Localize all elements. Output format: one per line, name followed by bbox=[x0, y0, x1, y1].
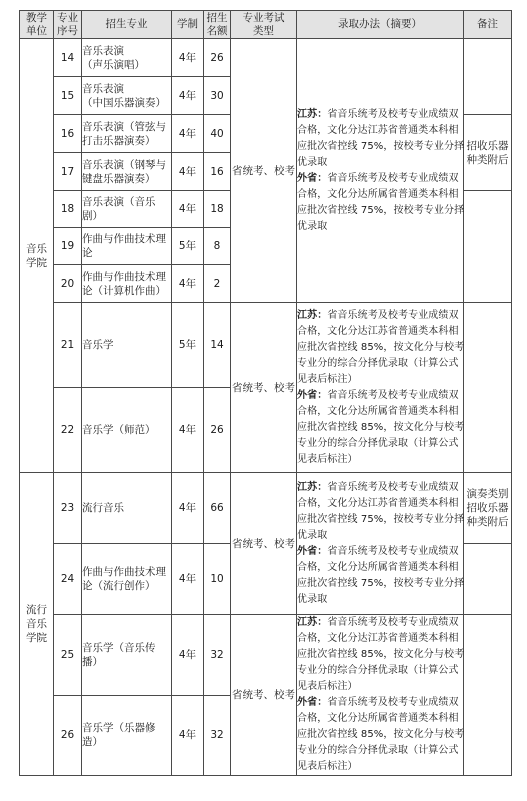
years-cell: 4年 bbox=[172, 473, 204, 544]
quota-cell: 32 bbox=[204, 695, 231, 776]
quota-cell: 32 bbox=[204, 615, 231, 696]
years-cell: 4年 bbox=[172, 77, 204, 115]
method-line: 合格，文化分达所属省普通类本科相 bbox=[297, 561, 459, 573]
method-b bbox=[297, 303, 464, 473]
header-quota: 招生 名额 bbox=[204, 11, 231, 39]
method-line: 见表后标注） bbox=[297, 761, 358, 772]
seq-cell: 23 bbox=[54, 473, 82, 544]
quota-cell: 8 bbox=[204, 228, 231, 265]
header-row bbox=[20, 11, 512, 39]
method-line: 应批次省控线 85%，按文化分与校考 bbox=[297, 649, 465, 660]
method-line: 外省：省音乐统考及校考专业成绩双 bbox=[297, 545, 459, 557]
method-c bbox=[297, 473, 464, 615]
quota-cell: 30 bbox=[204, 77, 231, 115]
major-cell: 音乐学 bbox=[82, 303, 172, 388]
years-cell: 4年 bbox=[172, 39, 204, 77]
years-cell: 4年 bbox=[172, 388, 204, 473]
method-line: 见表后标注） bbox=[297, 453, 358, 465]
major-cell: 音乐表演（音乐剧） bbox=[82, 191, 172, 228]
method-line: 专业分的综合分择优录取（计算公式 bbox=[297, 745, 459, 756]
method-line: 专业分的综合分择优录取（计算公式 bbox=[297, 437, 459, 449]
admission-table bbox=[19, 10, 512, 776]
header-years: 学制 bbox=[172, 11, 204, 39]
seq-cell: 24 bbox=[54, 544, 82, 615]
method-line: 外省：省音乐统考及校考专业成绩双 bbox=[297, 697, 459, 708]
note-empty bbox=[464, 544, 512, 615]
method-line: 专业分的综合分择优录取（计算公式 bbox=[297, 665, 459, 676]
note-performance: 演奏类别 招收乐器 种类附后 bbox=[464, 473, 512, 544]
note-empty bbox=[464, 191, 512, 303]
method-line: 外省：省音乐统考及校考专业成绩双 bbox=[297, 389, 459, 401]
method-line: 合格，文化分达所属省普通类本科相 bbox=[297, 405, 459, 417]
major-cell: 音乐学（师范） bbox=[82, 388, 172, 473]
exam-type-cell: 省统考、校考 bbox=[231, 473, 297, 615]
major-cell: 音乐表演 （中国乐器演奏） bbox=[82, 77, 172, 115]
method-line: 见表后标注） bbox=[297, 373, 358, 385]
major-cell: 音乐表演（钢琴与 键盘乐器演奏） bbox=[82, 153, 172, 191]
method-line: 见表后标注） bbox=[297, 681, 358, 692]
unit-music: 音乐 学院 bbox=[20, 39, 54, 473]
header-method: 录取办法（摘要） bbox=[297, 11, 464, 39]
note-empty bbox=[464, 615, 512, 776]
years-cell: 5年 bbox=[172, 303, 204, 388]
method-line: 优录取 bbox=[297, 156, 328, 168]
seq-cell: 25 bbox=[54, 615, 82, 696]
table-row bbox=[20, 303, 512, 388]
method-line: 优录取 bbox=[297, 220, 328, 232]
years-cell: 4年 bbox=[172, 191, 204, 228]
method-line: 应批次省控线 75%，按校考专业分择 bbox=[297, 204, 465, 216]
method-line: 专业分的综合分择优录取（计算公式 bbox=[297, 357, 459, 369]
major-cell: 音乐学（乐器修造） bbox=[82, 695, 172, 776]
years-cell: 4年 bbox=[172, 695, 204, 776]
years-cell: 4年 bbox=[172, 115, 204, 153]
quota-cell: 40 bbox=[204, 115, 231, 153]
quota-cell: 26 bbox=[204, 388, 231, 473]
method-line: 江苏：省音乐统考及校考专业成绩双 bbox=[297, 481, 459, 493]
method-line: 应批次省控线 85%，按文化分与校考 bbox=[297, 421, 465, 433]
note-empty bbox=[464, 303, 512, 473]
quota-cell: 10 bbox=[204, 544, 231, 615]
seq-cell: 22 bbox=[54, 388, 82, 473]
method-line: 合格，文化分达所属省普通类本科相 bbox=[297, 713, 459, 724]
method-line: 江苏：省音乐统考及校考专业成绩双 bbox=[297, 617, 459, 628]
quota-cell: 14 bbox=[204, 303, 231, 388]
major-cell: 作曲与作曲技术理 论 bbox=[82, 228, 172, 265]
seq-cell: 14 bbox=[54, 39, 82, 77]
method-line: 应批次省控线 85%，按文化分与校考 bbox=[297, 341, 465, 353]
method-line: 合格，文化分达江苏省普通类本科相 bbox=[297, 497, 459, 509]
seq-cell: 26 bbox=[54, 695, 82, 776]
years-cell: 4年 bbox=[172, 153, 204, 191]
major-cell: 音乐表演（管弦与 打击乐器演奏） bbox=[82, 115, 172, 153]
method-line: 江苏：省音乐统考及校考专业成绩双 bbox=[297, 108, 459, 120]
quota-cell: 16 bbox=[204, 153, 231, 191]
header-unit: 教学 单位 bbox=[20, 11, 54, 39]
header-exam-type: 专业考试 类型 bbox=[231, 11, 297, 39]
major-cell: 作曲与作曲技术理 论（流行创作） bbox=[82, 544, 172, 615]
method-line: 合格，文化分达江苏省普通类本科相 bbox=[297, 633, 459, 644]
major-cell: 作曲与作曲技术理 论（计算机作曲） bbox=[82, 265, 172, 303]
method-d bbox=[297, 615, 464, 776]
method-line: 外省：省音乐统考及校考专业成绩双 bbox=[297, 172, 459, 184]
unit-pop: 流行 音乐 学院 bbox=[20, 473, 54, 776]
seq-cell: 19 bbox=[54, 228, 82, 265]
table-row bbox=[20, 615, 512, 696]
method-line: 合格，文化分达所属省普通类本科相 bbox=[297, 188, 459, 200]
method-line: 合格，文化分达江苏省普通类本科相 bbox=[297, 325, 459, 337]
note-instruments: 招收乐器 种类附后 bbox=[464, 115, 512, 191]
quota-cell: 18 bbox=[204, 191, 231, 228]
seq-cell: 16 bbox=[54, 115, 82, 153]
quota-cell: 26 bbox=[204, 39, 231, 77]
method-line: 应批次省控线 75%，按校考专业分择 bbox=[297, 140, 465, 152]
method-line: 应批次省控线 85%，按文化分与校考 bbox=[297, 729, 465, 740]
exam-type-cell: 省统考、校考 bbox=[231, 39, 297, 303]
major-cell: 音乐学（音乐传播） bbox=[82, 615, 172, 696]
major-cell: 流行音乐 bbox=[82, 473, 172, 544]
exam-type-cell: 省统考、校考 bbox=[231, 303, 297, 473]
years-cell: 5年 bbox=[172, 228, 204, 265]
note-empty bbox=[464, 39, 512, 115]
method-line: 优录取 bbox=[297, 593, 328, 605]
quota-cell: 2 bbox=[204, 265, 231, 303]
method-line: 合格，文化分达江苏省普通类本科相 bbox=[297, 124, 459, 136]
seq-cell: 21 bbox=[54, 303, 82, 388]
method-a bbox=[297, 39, 464, 303]
seq-cell: 18 bbox=[54, 191, 82, 228]
header-major: 招生专业 bbox=[82, 11, 172, 39]
seq-cell: 20 bbox=[54, 265, 82, 303]
method-line: 优录取 bbox=[297, 529, 328, 541]
table-row bbox=[20, 39, 512, 77]
method-line: 应批次省控线 75%，按校考专业分择 bbox=[297, 513, 465, 525]
seq-cell: 17 bbox=[54, 153, 82, 191]
years-cell: 4年 bbox=[172, 265, 204, 303]
table-row bbox=[20, 473, 512, 544]
method-line: 应批次省控线 75%，按校考专业分择 bbox=[297, 577, 465, 589]
method-line: 江苏：省音乐统考及校考专业成绩双 bbox=[297, 309, 459, 321]
years-cell: 4年 bbox=[172, 615, 204, 696]
header-note: 备注 bbox=[464, 11, 512, 39]
years-cell: 4年 bbox=[172, 544, 204, 615]
exam-type-cell: 省统考、校考 bbox=[231, 615, 297, 776]
header-seq: 专业 序号 bbox=[54, 11, 82, 39]
seq-cell: 15 bbox=[54, 77, 82, 115]
quota-cell: 66 bbox=[204, 473, 231, 544]
major-cell: 音乐表演 （声乐演唱） bbox=[82, 39, 172, 77]
